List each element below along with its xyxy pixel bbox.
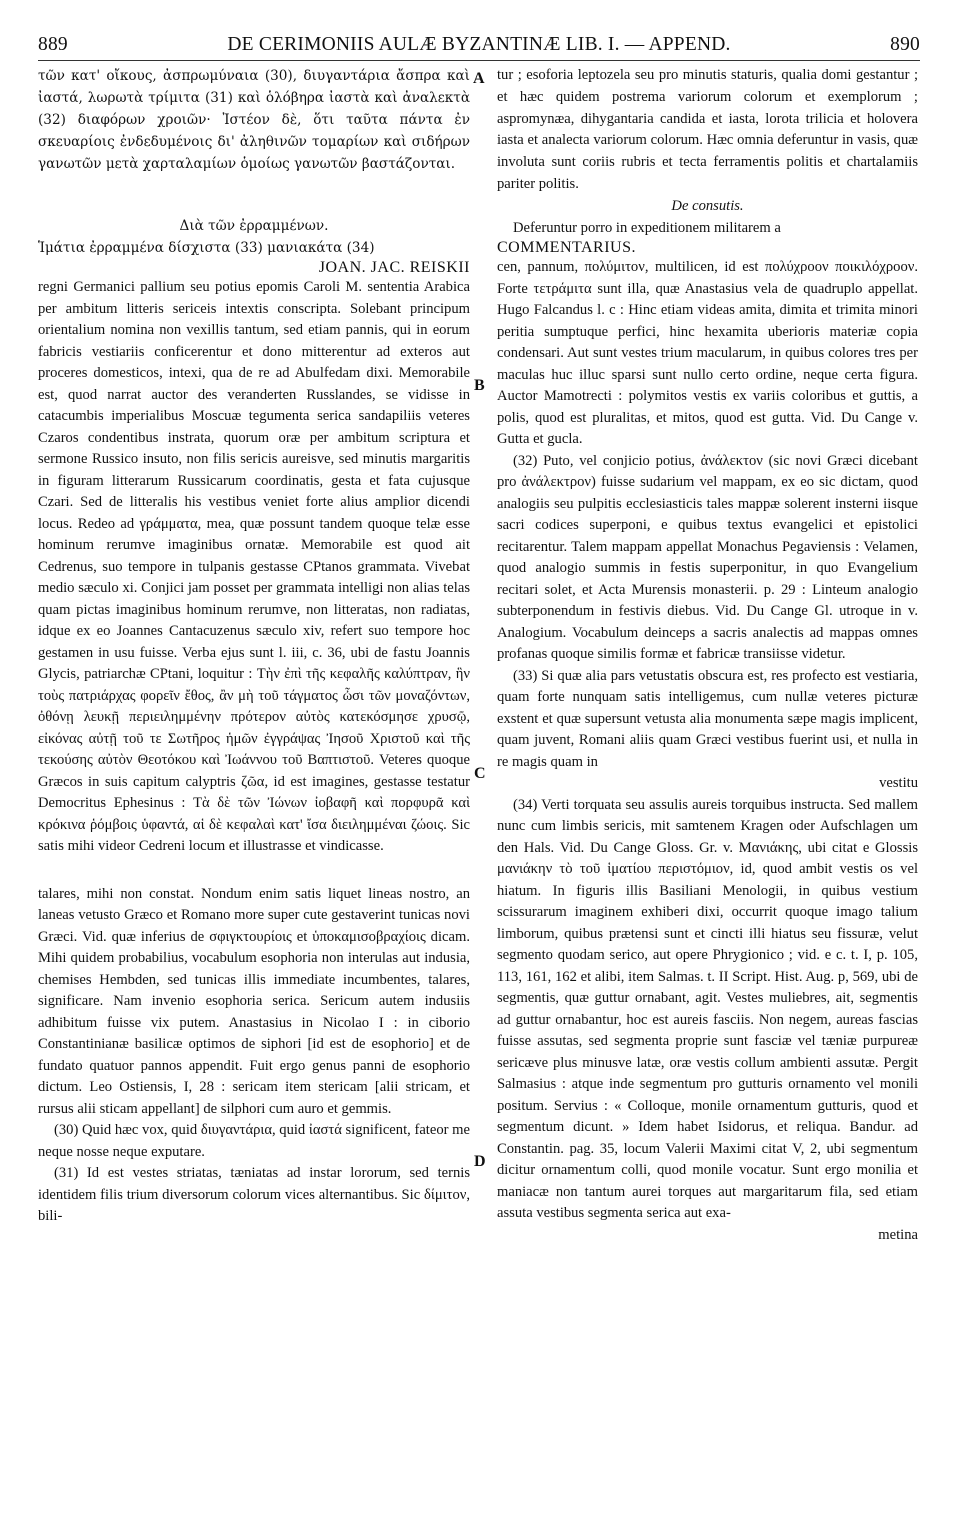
note-33: (33) Si quæ alia pars vetustatis obscura est, res profecto est vestiaria, quam forte nunquam satis intelligemus, cum nullæ veteres picturæ exstent et quæ supersunt vetusta alia monumenta sæpe magis implicent, quam juvent, Romani aliis quam Græci vestibus fuerint usi, et nulla in re magis quam in [497, 667, 918, 770]
latin-translation-paragraph: tur ; esoforia leptozela seu pro minutis staturis, qualia domi gestantur ; et hæc quidem postrema variorum colorum et exemplorum ; aspromynæa, dihygantaria candida et iasta, lorota trilicia et holovera iasta et analecta variorum colorum. Hæc omnia deferuntur in vasis, quæ involuta sunt coriis rubris et tecta ferramentis politis et chartalamiis pariter politis. [497, 67, 918, 192]
right-column [497, 65, 918, 1246]
note-34: (34) Verti torquata seu assulis aureis torquibus instructa. Sed mallem nunc cum limbis sericis, mit samtenem Kragen oder Aufschlagen um den Hals. Vid. Du Cange Gloss. Gr. v. Μανιάκης, ubi citat e Glossis μανιάκην τὸ τοῦ ἱματίου περιστόμιον, id, quod ambit vestis os vel hiatum. In figuris illis Basiliani Menologii, in quibus vestium scissurarum imaginem exhiberi dixi, occurrit quoque imago talium limborum, quibus prætensi sunt et cincti illi hiatus seu fissuræ, velut segmento quodam serico, aut opere Phrygionico ; vid. e c. t. I, p. 105, 113, 161, 162 et alibi, item Salmas. t. II Script. Hist. Aug. p, 569, ubi de segmentis, quæ guttur ornabant, agit. Vestes muliebres, ait, segmentis ad guttur ornabantur, hoc est aureis fasciis. Non negem, aureas fascias fuisse assutas, sed segmenta proprie sunt fasciæ vel tæniæ purpureæ sericæve plus minusve latæ, oræ vestis collum ambienti assutæ. Pergit Salmasius : atque inde segmentum pro gutturis ornamento vel monili positum. Servius : « Colloque, monile ornamentum gutturis, quod et segmentum dicunt. » Idem habet Isidorus, et reliqua. Bandur. ad Constantin. pag. 35, locum Valerii Maximi citat V, 2, ubi segmentum dicitur ornamentum colli, quod monile vocatur. Sunt ergo monilia et maniacæ non tantum aurei torques aut margaritarum fila, sed etiam assuta vestibus segmenta serica aut exa- [497, 796, 918, 1222]
latin-section-heading: De consutis. [671, 197, 744, 214]
margin-letter-b: B [474, 377, 485, 394]
author-heading: JOAN. JAC. REISKII [318, 259, 470, 276]
greek-text-line: Ἱμάτια ἐρραμμένα δίσχιστα (33) μανιακάτα (34) [38, 240, 375, 256]
note-33-end: vestitu [879, 775, 918, 792]
margin-letter-d: D [474, 1153, 486, 1170]
margin-letter-a: A [473, 70, 485, 87]
page-number-left: 889 [38, 34, 68, 55]
commentarius-heading: COMMENTARIUS. [497, 239, 637, 257]
header-rule [38, 60, 920, 61]
running-title: DE CERIMONIIS AULÆ BYZANTINÆ LIB. I. — APPEND. [227, 34, 731, 55]
running-header [38, 34, 920, 56]
commentary-continued: cen, pannum, πολύμιτον, multilicen, id est πολύχροον ποικιλόχροον. Forte τετράμιτα sunt illa, quæ Anastasius vela de quadruplo appellat. Hugo Falcandus l. c : Hinc etiam videas amita, dimita et trimita minori peritia sumptuque perfici, hinc hexamita uberioris materiæ copia condensari. Aut sunt vestes trium macularum, in quibus colores tres per maculas huc illuc sparsi sunt nullo certo ordine, neque certa figura. Auctor Mamotrecti : polymitos vestis ex variis coloribus et guttis, a polis, quod est pluralitas, et mitos, quod est gutta. Vid. Du Cange v. Gutta et gucla. [497, 259, 918, 448]
commentary-paragraph-1: regni Germanici pallium seu potius epomis Caroli M. sententia Arabica per ambitum litteris sericeis intextis conscripta. Solebant principum orientalium nomina non vexillis tantum, sed etiam pannis, qui in eorum fabricis vestiariis conficerentur et dono mitterentur ad exteros aut proceres domesticos, intexi, qua de re ad Abulfedam dixi. Memorabile est, quod narrat auctor des veranderten Russlandes, se vidisse in catacumbis imperialibus Moscuæ tegumenta serica sandapiliis veteres Czaros condentibus instrata, quorum oræ per ambitum scriptura et sermone Russico insuto, non filis sericis aureisve, sed minutis margaritis in figuram litterarum Russicarum coordinatis, gesta et fata cujusque Czari. Sed de litteralis his vestibus veniet forte alius amplior dicendi locus. Redeo ad γράμματα, mea, quæ possunt tandem quoque telæ esse hominum rerumve imaginibus ornatæ. Memorabile est quod ait Cedrenus, suo tempore in tulpanis gestasse CPtanos grammata. Vivebat medio sæculo xi. Conjici jam posset per grammata intelligi non alias telas quam pictas imaginibus hominum rerumve, non litteratas, non radiatas, idque ex eo Joannes Cantacuzenus sæculo xiv, refert suo tempore hoc gestamen in usu fuisse. Verba ejus sunt l. iii, c. 36, ubi de fastu Joannis Glycis, patriarchæ CPtani, loquitur : Τὴν ἐπὶ τῆς κεφαλῆς καλύπτραν, ἣν τοὺς πατριάρχας φορεῖν ἔθος, ἂν μὴ τοῦ τάγματος ὦσι τῶν μοναζόντων, ὀθόνῃ λευκῇ περιειλημμένην πρότερον αὐτὸς κατεκόσμησε χρυσῷ, εἰκόνας αὐτῇ τοῦ τε Σωτῆρος ἡμῶν ἐγγράψας Ἰησοῦ Χριστοῦ καὶ τῆς τεκούσης αὐτὸν Θεοτόκου καὶ Ἰωάννου τοῦ Βαπτιστοῦ. Veteres quoque Græcos in suis capitum calyptris ζῶα, id est imagines, gestasse testatur Democritus Ephesinus : Τὰ δὲ τῶν Ἰώνων ἰοβαφῆ καὶ πορφυρᾶ καὶ κρόκινα ῥόμβοις ὑφαντά, αἱ δὲ κεφαλαὶ κατ' ἴσα διειλημμέναι ζώοις. Sic satis mihi videor Cedreni locum et illustrasse et vindicasse. [38, 279, 470, 854]
note-30: (30) Quid hæc vox, quid διυγαντάρια, quid ἰαστά significent, fateor me neque nosse neque exputare. [38, 1122, 470, 1160]
note-32: (32) Puto, vel conjicio potius, ἀνάλεκτον (sic novi Græci dicebant pro ἀνάλεκτρον) fuisse sudarium vel mappam, ex eo sic dictam, quod analogiis seu pulpitis ecclesiasticis tales mappæ solerent insterni iisque sacri codices superponi, e quibus textus evangelici et epistolici recitarentur. Talem mappam appellat Monachus Pegaviensis : Velamen, quod analogio summis in festis superponitur, in quo Evangelium recitari solet, et Acta Murensis monasterii. p. 29 : Linteum analogio subterponendum in festivis diebus. Vid. Du Cange Gl. utroque in v. Analogium. Vocabulum deinceps a sacris analectis ad mappas omnes profanas quoque similis formæ et fabricæ transiisse videtur. [497, 452, 918, 663]
note-31: (31) Id est vestes striatas, tæniatas ad instar lororum, sed ternis identidem filis trium diversorum colorum vices alternantibus. Sic δίμιτον, bili- [38, 1165, 470, 1224]
greek-section-heading: Διὰ τῶν ἐρραμμένων. [179, 218, 329, 234]
greek-text-top: τῶν κατ' οἴκους, ἀσπρωμύναια (30), διυγαντάρια ἄσπρα καὶ ἰαστά, λωρωτὰ τρίμιτα (31) καὶ ὁλόβηρα ἰαστὰ καὶ ἀναλεκτὰ (32) διαφόρων χροιῶν· Ἰστέον δὲ, ὅτι ταῦτα πάντα ἐν σκευαρίοις ἐνδεδυμένοις δι' ἀληθινῶν τομαρίων καὶ σιδήρων γανωτῶν μετὰ χαρταλαμίων ὁμοίως γανωτῶν βαστάζονται. [38, 68, 470, 172]
latin-text-line: Deferuntur porro in expeditionem militarem a [513, 219, 781, 236]
page-number-right: 890 [890, 34, 920, 55]
margin-letter-c: C [474, 765, 486, 782]
note-34-end: metina [878, 1226, 918, 1243]
left-column [38, 65, 470, 1228]
commentary-paragraph-2: talares, mihi non constat. Nondum enim satis liquet lineas nostro, an laneas vetusto Græco et Romano more super cute gestaverint tunicas novi Græci. Vid. quæ inferius de σφιγκτουρίοις et ὑποκαμισοβραχίοις dicam. Mihi quidem probabilius, vocabulum esophoria non interulas aut indusia, chemises Hembden, sed tunicas illis immediate incumbentes, talares, significare. Nam invenio esophoria serica. Sericum autem indusiis adhibitum fuisse vix putem. Anastasius in Nicolao I : in ciborio Constantinianæ basilicæ optimos de siphori [id est de esophorio] et de fundato quatuor pannos appendit. Fuit ergo genus panni de esophorio dictum. Leo Ostiensis, I, 28 : sericam item stericam [alii stricam, et rursus alii sticam appellant] de silphori cum auro et gemmis. [38, 885, 470, 1117]
